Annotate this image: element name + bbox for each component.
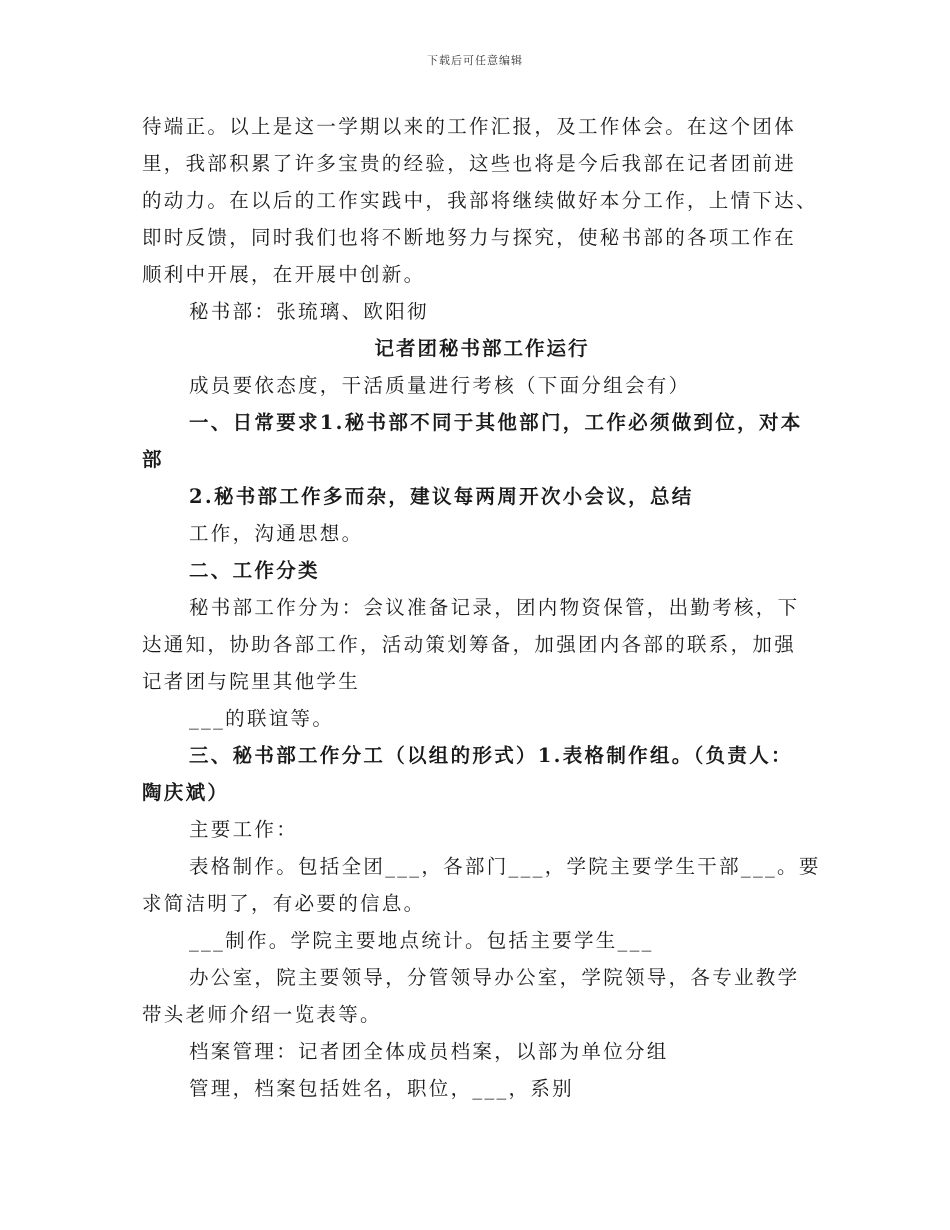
text-line: 2.秘书部工作多而杂，建议每两周开次小会议，总结 <box>189 485 694 508</box>
text-line: 一、日常要求1.秘书部不同于其他部门，工作必须做到位，对本 <box>189 411 803 434</box>
text-line: 的动力。在以后的工作实践中，我部将继续做好本分工作，上情下达、 <box>142 189 818 212</box>
text-line: 档案管理：记者团全体成员档案，以部为单位分组 <box>189 1040 669 1063</box>
text-line: 顺利中开展，在开展中创新。 <box>142 263 426 286</box>
text-line: 待端正。以上是这一学期以来的工作汇报，及工作体会。在这个团体 <box>142 115 797 138</box>
text-line: 成员要依态度，干活质量进行考核（下面分组会有） <box>189 374 691 397</box>
text-line: 管理，档案包括姓名，职位，___，系别 <box>189 1077 574 1100</box>
text-line: ___的联谊等。 <box>189 707 335 730</box>
text-line: 秘书部工作分为：会议准备记录，团内物资保管，出勤考核，下 <box>189 596 800 619</box>
text-line: ___制作。学院主要地点统计。包括主要学生___ <box>189 929 654 952</box>
text-line: 记者团与院里其他学生 <box>142 670 361 693</box>
text-line: 办公室，院主要领导，分管领导办公室，学院领导，各专业教学 <box>189 966 800 989</box>
section-title: 记者团秘书部工作运行 <box>374 337 590 360</box>
text-line: 二、工作分类 <box>189 559 320 582</box>
text-line: 工作，沟通思想。 <box>189 522 364 545</box>
text-line: 求简洁明了，有必要的信息。 <box>142 892 426 915</box>
document-body <box>142 108 822 1107</box>
text-line: 三、秘书部工作分工（以组的形式）1.表格制作组。（负责人： <box>189 744 793 767</box>
page-header-note: 下载后可任意编辑 <box>427 54 523 67</box>
text-line: 部 <box>142 448 164 471</box>
text-line: 里，我部积累了许多宝贵的经验，这些也将是今后我部在记者团前进 <box>142 152 797 175</box>
text-line: 陶庆斌） <box>142 781 230 804</box>
text-line: 表格制作。包括全团___，各部门___，学院主要学生干部___。要 <box>189 855 821 878</box>
text-line: 带头老师介绍一览表等。 <box>142 1003 382 1026</box>
text-line: 主要工作： <box>189 818 299 841</box>
text-line: 达通知，协助各部工作，活动策划筹备，加强团内各部的联系，加强 <box>142 633 797 656</box>
text-line: 即时反馈，同时我们也将不断地努力与探究，使秘书部的各项工作在 <box>142 226 797 249</box>
text-line: 秘书部：张琉璃、欧阳彻 <box>189 300 429 323</box>
